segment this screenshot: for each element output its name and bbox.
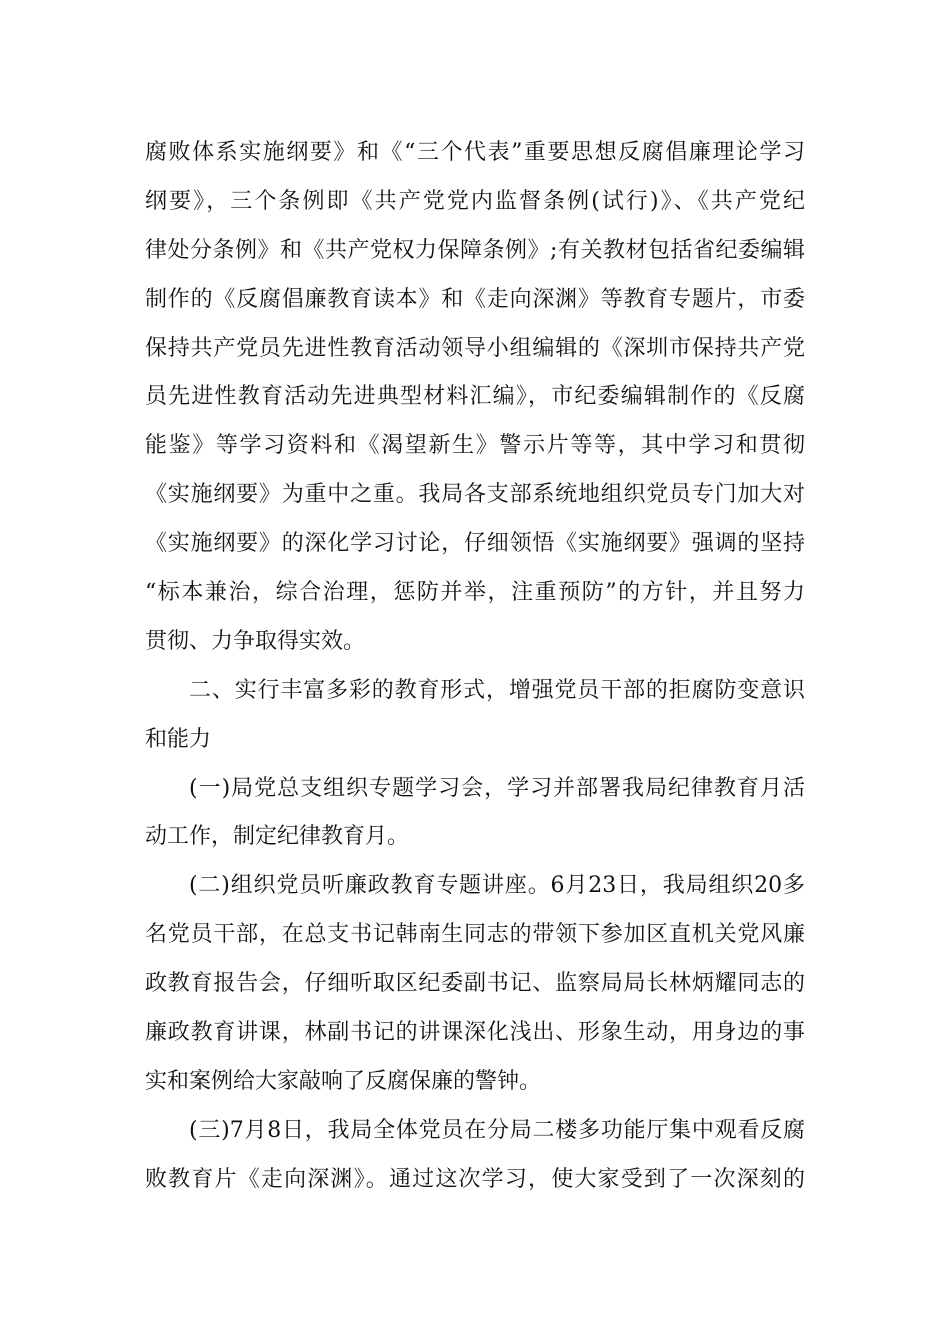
document-body bbox=[145, 129, 805, 1205]
text-line: “标本兼治，综合治理，惩防并举，注重预防”的方针，并且努力 bbox=[145, 580, 805, 606]
text-line: 名党员干部，在总支书记韩南生同志的带领下参加区直机关党风廉 bbox=[145, 922, 805, 948]
section-heading-line: 和能力 bbox=[145, 726, 212, 752]
text-line: 贯彻、力争取得实效。 bbox=[145, 628, 366, 654]
text-line: 能鉴》等学习资料和《渴望新生》警示片等等，其中学习和贯彻 bbox=[145, 433, 805, 459]
text-line: (一)局党总支组织专题学习会，学习并部署我局纪律教育月活 bbox=[189, 775, 805, 801]
text-line: 动工作，制定纪律教育月。 bbox=[145, 824, 410, 850]
text-line: 保持共产党员先进性教育活动领导小组编辑的《深圳市保持共产党 bbox=[145, 335, 805, 361]
text-line: 廉政教育讲课，林副书记的讲课深化浅出、形象生动，用身边的事 bbox=[145, 1020, 805, 1046]
text-line: 《实施纲要》的深化学习讨论，仔细领悟《实施纲要》强调的坚持 bbox=[145, 531, 805, 557]
text-line: 律处分条例》和《共产党权力保障条例》;有关教材包括省纪委编辑 bbox=[145, 237, 805, 263]
text-line: 制作的《反腐倡廉教育读本》和《走向深渊》等教育专题片，市委 bbox=[145, 286, 805, 312]
text-line: 员先进性教育活动先进典型材料汇编》，市纪委编辑制作的《反腐 bbox=[145, 384, 805, 410]
section-heading-line: 二、实行丰富多彩的教育形式，增强党员干部的拒腐防变意识 bbox=[189, 677, 805, 703]
text-line: 政教育报告会，仔细听取区纪委副书记、监察局局长林炳耀同志的 bbox=[145, 971, 805, 997]
text-line: (三)7月8日，我局全体党员在分局二楼多功能厅集中观看反腐 bbox=[189, 1117, 805, 1143]
text-line: 纲要》，三个条例即《共产党党内监督条例(试行)》、《共产党纪 bbox=[145, 188, 805, 214]
text-line: 腐败体系实施纲要》和《“三个代表”重要思想反腐倡廉理论学习 bbox=[145, 140, 805, 165]
text-line: (二)组织党员听廉政教育专题讲座。6月23日，我局组织20多 bbox=[189, 873, 805, 899]
text-line: 败教育片《走向深渊》。通过这次学习，使大家受到了一次深刻的 bbox=[145, 1166, 805, 1192]
text-line: 《实施纲要》为重中之重。我局各支部系统地组织党员专门加大对 bbox=[145, 482, 805, 508]
text-line: 实和案例给大家敲响了反腐保廉的警钟。 bbox=[145, 1068, 542, 1094]
